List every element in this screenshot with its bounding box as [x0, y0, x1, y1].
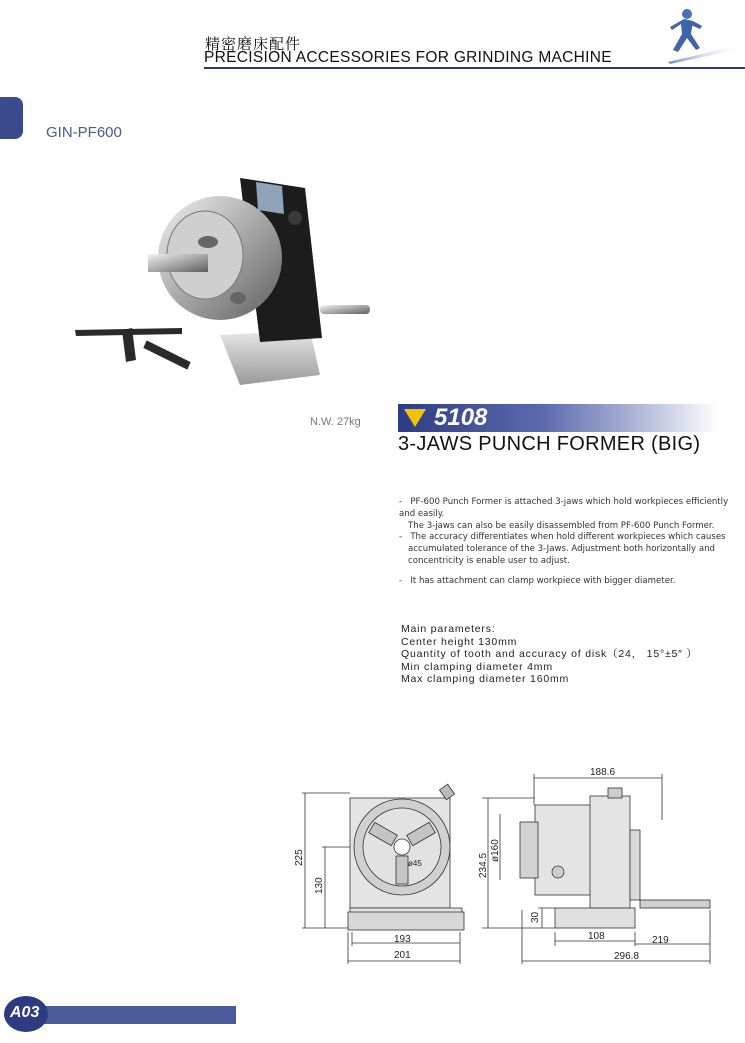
bullet-line: The 3-jaws can also be easily disassembled from PF-600 Punch Former. [408, 521, 715, 531]
dim-label: ø160 [490, 839, 501, 862]
param-item: Center height 130mm [401, 635, 518, 648]
product-title: 3-JAWS PUNCH FORMER (BIG) [398, 433, 701, 455]
param-item: Max clamping diameter 160mm [401, 673, 570, 686]
technical-drawing [290, 760, 720, 970]
main-parameters [401, 623, 698, 686]
dim-label: 188.6 [590, 767, 616, 778]
net-weight: N.W. 27kg [310, 416, 361, 428]
footer-bar [42, 1006, 236, 1024]
dim-label: 193 [394, 934, 411, 945]
bullet-3 [399, 575, 734, 587]
bullet-2 [399, 531, 734, 567]
bullet-line: concentricity is enable user to adjust. [408, 556, 570, 566]
bullet-line: It has attachment can clamp workpiece with bigger diameter. [410, 576, 676, 586]
param-item: Quantity of tooth and accuracy of disk（24， 15°±5″ ） [401, 648, 698, 661]
dim-label: 225 [294, 849, 305, 866]
triangle-marker-icon [404, 409, 426, 427]
product-photo [70, 170, 380, 395]
dim-label: 108 [588, 931, 605, 942]
dim-label: 130 [314, 877, 325, 894]
header-title-en: PRECISION ACCESSORIES FOR GRINDING MACHINE [204, 49, 612, 66]
bullet-dash: - [399, 497, 403, 507]
header-rule [204, 67, 745, 69]
param-item: Min clamping diameter 4mm [401, 660, 553, 673]
bullet-line: accumulated tolerance of the 3-Jaws. Adjustment both horizontally and [408, 544, 716, 554]
dim-label: 219 [652, 935, 669, 946]
dim-label: 234.5 [478, 852, 489, 878]
header-title-cn: 精密磨床配件 [205, 35, 302, 53]
bullet-1 [399, 496, 734, 532]
bullet-line: The accuracy differentiates when hold different workpieces which causes [410, 532, 726, 542]
side-tab [0, 97, 23, 139]
bullet-line: PF-600 Punch Former is attached 3-jaws which hold workpieces efficiently and easily. [399, 497, 729, 519]
dim-label: 201 [394, 950, 411, 961]
dim-label: ø45 [408, 859, 422, 868]
bullet-dash: - [399, 532, 403, 542]
page-number: A03 [10, 1004, 40, 1021]
dim-label: 30 [530, 911, 541, 923]
model-number: GIN-PF600 [46, 124, 122, 141]
dim-label: 296.8 [614, 951, 640, 962]
runner-logo-icon [660, 4, 745, 66]
product-code: 5108 [434, 404, 488, 431]
bullet-dash: - [399, 576, 403, 586]
params-heading: Main parameters: [401, 623, 496, 635]
